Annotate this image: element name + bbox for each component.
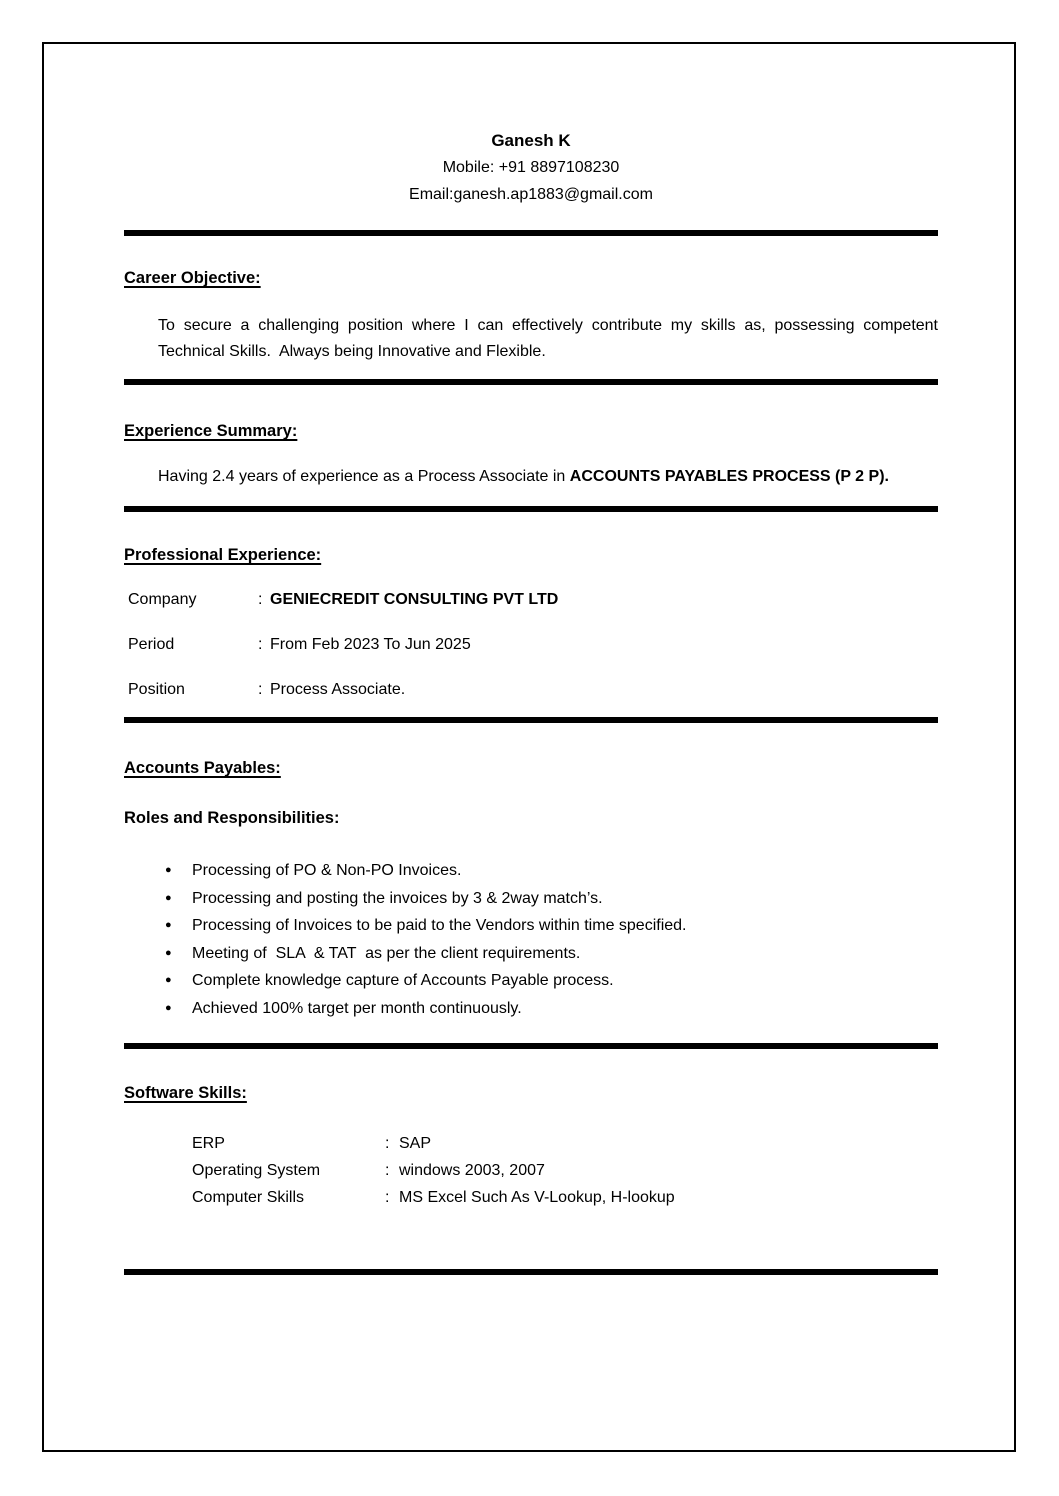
resume-content — [44, 128, 1014, 1275]
computer-skills-label: Computer Skills — [192, 1189, 305, 1206]
period-label: Period — [128, 636, 175, 653]
company-value: GENIECREDIT CONSULTING PVT LTD — [270, 591, 559, 608]
colon-separator: : — [385, 1135, 390, 1152]
bullet-icon: ● — [165, 919, 172, 931]
section-divider — [124, 379, 938, 385]
list-item — [124, 912, 938, 940]
experience-summary-text — [124, 464, 938, 490]
list-item-text: Complete knowledge capture of Accounts Payable process. — [192, 972, 614, 989]
software-skills-rows — [124, 1130, 938, 1211]
bullet-icon: ● — [165, 946, 172, 959]
career-objective-heading: Career Objective: — [124, 269, 261, 287]
section-divider — [124, 717, 938, 723]
section-divider — [124, 230, 938, 236]
operating-system-value: windows 2003, 2007 — [399, 1162, 545, 1179]
professional-experience-heading: Professional Experience: — [124, 546, 322, 564]
list-item — [124, 995, 938, 1023]
list-item — [124, 885, 938, 913]
mobile-line: Mobile: +91 8897108230 — [442, 159, 620, 176]
list-item-text: Meeting of SLA & TAT as per the client requirements. — [192, 944, 581, 962]
period-value: From Feb 2023 To Jun 2025 — [270, 636, 471, 653]
section-divider — [124, 1043, 938, 1049]
position-value: Process Associate. — [270, 681, 406, 698]
list-item-text: Processing and posting the invoices by 3 & 2way match’s. — [192, 889, 603, 907]
list-item-text: Processing of PO & Non-PO Invoices. — [192, 862, 462, 879]
company-label: Company — [128, 591, 197, 608]
section-divider — [124, 1269, 938, 1275]
colon-separator: : — [258, 591, 263, 608]
candidate-name: Ganesh K — [491, 131, 571, 150]
computer-skills-value: MS Excel Such As V-Lookup, H-lookup — [399, 1189, 675, 1206]
colon-separator: : — [258, 681, 263, 698]
professional-experience-rows — [124, 589, 938, 701]
career-objective-text: To secure a challenging position where I can effectively contribute my skills as, possessing competent Technical Skills. Always being Innovative and Flexible. — [158, 317, 943, 360]
colon-separator: : — [385, 1162, 390, 1179]
section-divider — [124, 506, 938, 512]
position-label: Position — [128, 681, 185, 698]
experience-summary-regular: Having 2.4 years of experience as a Process Associate in — [158, 468, 570, 485]
list-item — [124, 857, 938, 885]
email-line: Email:ganesh.ap1883@gmail.com — [409, 186, 653, 203]
experience-summary-bold: ACCOUNTS PAYABLES PROCESS (P 2 P). — [569, 468, 889, 485]
erp-value: SAP — [399, 1135, 432, 1152]
bullet-icon: ● — [165, 864, 172, 876]
accounts-payables-heading: Accounts Payables: — [124, 759, 281, 777]
bullet-icon: ● — [165, 1001, 172, 1014]
resume-header — [124, 128, 938, 208]
operating-system-row — [124, 1157, 938, 1184]
responsibilities-list — [124, 857, 938, 1022]
list-item-text: Achieved 100% target per month continuously. — [192, 999, 522, 1017]
bullet-icon: ● — [165, 974, 172, 986]
colon-separator: : — [258, 636, 263, 653]
resume-page — [42, 42, 1016, 1452]
bullet-icon: ● — [165, 891, 172, 904]
colon-separator: : — [385, 1189, 390, 1206]
company-row — [124, 589, 938, 611]
erp-row — [124, 1130, 938, 1157]
erp-label: ERP — [192, 1135, 225, 1152]
operating-system-label: Operating System — [192, 1162, 321, 1179]
list-item-text: Processing of Invoices to be paid to the Vendors within time specified. — [192, 917, 687, 934]
computer-skills-row — [124, 1184, 938, 1211]
experience-summary-heading: Experience Summary: — [124, 422, 298, 440]
position-row — [124, 679, 938, 701]
period-row — [124, 634, 938, 656]
software-skills-heading: Software Skills: — [124, 1084, 247, 1102]
list-item — [124, 967, 938, 995]
list-item — [124, 940, 938, 968]
roles-responsibilities-subheading: Roles and Responsibilities: — [124, 809, 340, 827]
